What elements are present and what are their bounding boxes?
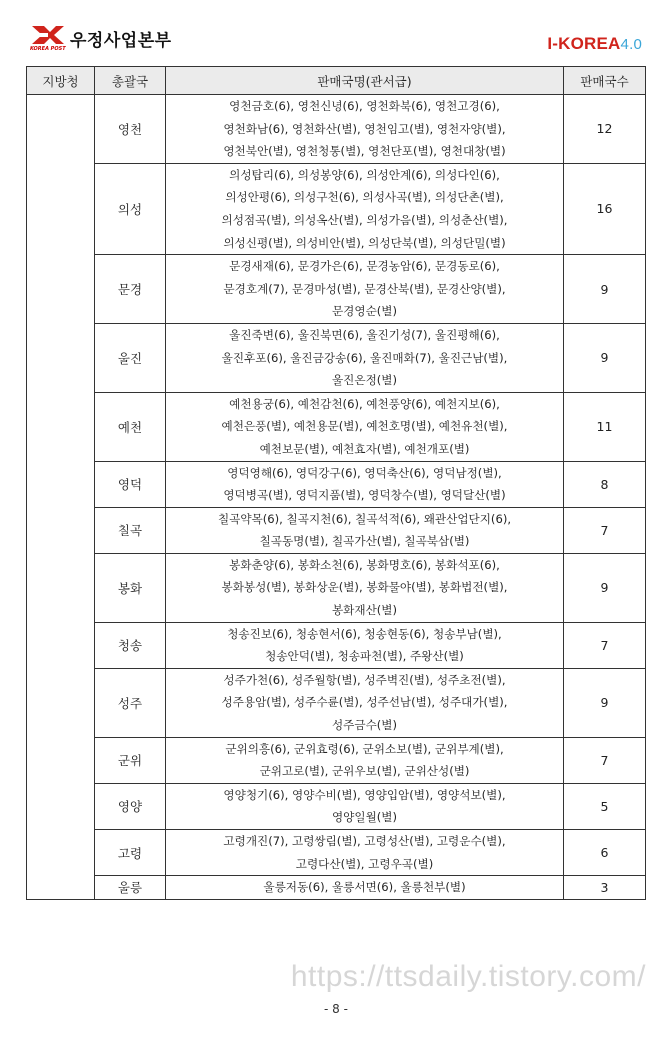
count-cell: 9 [564, 553, 646, 622]
sales-office-line: 성주용암(별), 성주수륜(별), 성주선남(별), 성주대가(별), [221, 695, 508, 710]
sales-office-line: 칠곡동명(별), 칠곡가산(별), 칠곡북삼(별) [259, 534, 470, 549]
count-cell: 8 [564, 461, 646, 507]
count-cell: 6 [564, 830, 646, 876]
sales-office-list-cell [166, 876, 564, 900]
watermark: https://ttsdaily.tistory.com/ [290, 960, 646, 993]
sales-office-line: 의성탑리(6), 의성봉양(6), 의성안계(6), 의성다인(6), [229, 167, 500, 182]
office-cell: 성주 [95, 668, 166, 737]
sales-office-line: 봉화봉성(별), 봉화상운(별), 봉화물야(별), 봉화법전(별), [221, 580, 508, 595]
sales-office-line: 울진후포(6), 울진금강송(6), 울진매화(7), 울진근남(별), [221, 350, 508, 365]
org-name: 우정사업본부 [70, 31, 172, 51]
table-row [27, 622, 646, 668]
sales-office-list-cell [166, 461, 564, 507]
col-header-count: 판매국수 [564, 67, 646, 95]
sales-office-list-cell [166, 392, 564, 461]
office-cell: 울릉 [95, 876, 166, 900]
table-row [27, 737, 646, 783]
sales-office-line: 영양청기(6), 영양수비(별), 영양입암(별), 영양석보(별), [223, 787, 506, 802]
sales-office-line: 칠곡약목(6), 칠곡지천(6), 칠곡석적(6), 왜관산업단지(6), [217, 511, 512, 526]
office-cell: 문경 [95, 255, 166, 324]
office-cell: 칠곡 [95, 507, 166, 553]
office-cell: 울진 [95, 323, 166, 392]
table-row [27, 95, 646, 164]
sales-office-line: 의성신평(별), 의성비안(별), 의성단북(별), 의성단밀(별) [223, 235, 506, 250]
count-cell: 7 [564, 507, 646, 553]
sales-office-line: 의성안평(6), 의성구천(6), 의성사곡(별), 의성단촌(별), [225, 190, 504, 205]
sales-office-line: 성주금수(별) [331, 718, 398, 733]
page-number: - 8 - [324, 1002, 348, 1016]
count-cell: 9 [564, 255, 646, 324]
sales-office-line: 봉화춘양(6), 봉화소천(6), 봉화명호(6), 봉화석포(6), [229, 557, 500, 572]
korea-post-sub-label: KOREA POST [30, 46, 66, 52]
sales-office-line: 예천보문(별), 예천효자(별), 예천개포(별) [259, 441, 470, 456]
sales-office-line: 문경호계(7), 문경마성(별), 문경산북(별), 문경산양(별), [223, 281, 506, 296]
sales-office-list-cell [166, 255, 564, 324]
sales-office-line: 영덕병곡(별), 영덕지품(별), 영덕창수(별), 영덕달산(별) [223, 488, 506, 503]
table-row [27, 668, 646, 737]
sales-office-list-cell [166, 507, 564, 553]
sales-office-list-cell [166, 553, 564, 622]
table-row [27, 876, 646, 900]
sales-office-line: 문경영순(별) [331, 304, 398, 319]
table-row [27, 461, 646, 507]
i-korea-logo [547, 34, 642, 54]
office-cell: 영양 [95, 783, 166, 829]
col-header-sales-offices: 판매국명(관서급) [166, 67, 564, 95]
sales-office-line: 영양일월(별) [331, 810, 398, 825]
sales-office-line: 고령개진(7), 고령쌍림(별), 고령성산(별), 고령운수(별), [223, 834, 506, 848]
table-row [27, 255, 646, 324]
sales-office-list-cell [166, 622, 564, 668]
count-cell: 16 [564, 163, 646, 254]
count-cell: 5 [564, 783, 646, 829]
sales-office-line: 영덕영해(6), 영덕강구(6), 영덕축산(6), 영덕남정(별), [227, 465, 502, 480]
brand-prefix: I-KOREA [547, 34, 621, 53]
sales-office-line: 성주가천(6), 성주월항(별), 성주벽진(별), 성주초전(별), [223, 672, 506, 687]
office-cell: 영덕 [95, 461, 166, 507]
sales-office-line: 문경새재(6), 문경가은(6), 문경농암(6), 문경동로(6), [229, 259, 500, 274]
sales-office-line: 고령다산(별), 고령우곡(별) [295, 856, 434, 871]
sales-office-line: 의성점곡(별), 의성옥산(별), 의성가음(별), 의성춘산(별), [221, 212, 508, 227]
sales-office-line: 영천화남(6), 영천화산(별), 영천임고(별), 영천자양(별), [223, 121, 506, 136]
table-row [27, 783, 646, 829]
sales-office-line: 군위의흥(6), 군위효령(6), 군위소보(별), 군위부계(별), [225, 741, 504, 756]
table-row [27, 507, 646, 553]
office-cell: 청송 [95, 622, 166, 668]
count-cell: 9 [564, 668, 646, 737]
count-cell: 7 [564, 737, 646, 783]
sales-office-line: 울진온정(별) [331, 373, 398, 388]
count-cell: 11 [564, 392, 646, 461]
korea-post-logo [30, 22, 172, 51]
sales-office-line: 영천북안(별), 영천청통(별), 영천단포(별), 영천대창(별) [223, 144, 506, 159]
office-cell: 봉화 [95, 553, 166, 622]
sales-office-line: 봉화재산(별) [331, 603, 398, 618]
col-header-region: 지방청 [27, 67, 95, 95]
office-cell: 군위 [95, 737, 166, 783]
sales-office-list-cell [166, 323, 564, 392]
korea-post-emblem-icon [30, 22, 66, 50]
sales-office-list-cell [166, 95, 564, 164]
sales-office-list-cell [166, 737, 564, 783]
sales-office-line: 예천용궁(6), 예천감천(6), 예천풍양(6), 예천지보(6), [229, 396, 500, 411]
sales-office-line: 울릉저동(6), 울릉서면(6), 울릉천부(별) [263, 880, 466, 895]
count-cell: 9 [564, 323, 646, 392]
table-row [27, 830, 646, 876]
table-row [27, 553, 646, 622]
page-header [0, 0, 672, 66]
table-header-row [27, 67, 646, 95]
sales-office-line: 군위고로(별), 군위우보(별), 군위산성(별) [259, 764, 470, 779]
table-body [27, 95, 646, 900]
office-cell: 의성 [95, 163, 166, 254]
sales-office-line: 울진죽변(6), 울진북면(6), 울진기성(7), 울진평해(6), [229, 327, 500, 342]
table-row [27, 163, 646, 254]
sales-office-line: 영천금호(6), 영천신녕(6), 영천화북(6), 영천고경(6), [229, 99, 500, 113]
sales-office-line: 청송안덕(별), 청송파천(별), 주왕산(별) [265, 649, 464, 664]
col-header-office: 총괄국 [95, 67, 166, 95]
sales-office-line: 예천은풍(별), 예천용문(별), 예천호명(별), 예천유천(별), [221, 419, 508, 434]
office-cell: 고령 [95, 830, 166, 876]
table-row [27, 323, 646, 392]
table-row [27, 392, 646, 461]
sales-office-list-cell [166, 668, 564, 737]
count-cell: 3 [564, 876, 646, 900]
sales-office-list-cell [166, 163, 564, 254]
sales-office-list-cell [166, 830, 564, 876]
count-cell: 12 [564, 95, 646, 164]
brand-suffix: 4.0 [620, 36, 642, 53]
sales-office-list-cell [166, 783, 564, 829]
sales-office-table [26, 66, 646, 900]
region-cell [27, 95, 95, 900]
sales-office-line: 청송진보(6), 청송현서(6), 청송현동(6), 청송부남(별), [227, 626, 502, 641]
office-cell: 영천 [95, 95, 166, 164]
count-cell: 7 [564, 622, 646, 668]
office-cell: 예천 [95, 392, 166, 461]
